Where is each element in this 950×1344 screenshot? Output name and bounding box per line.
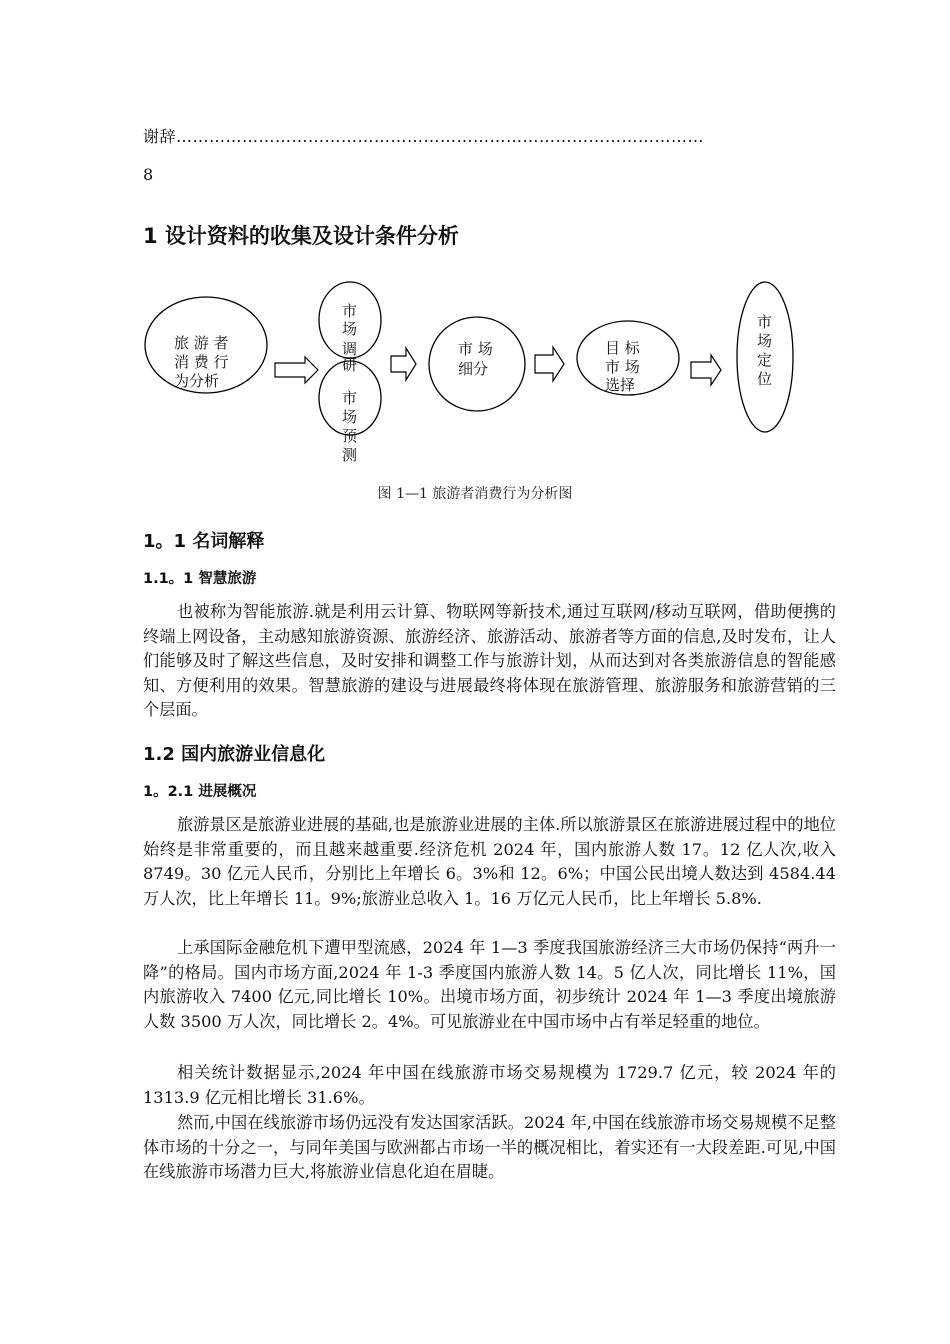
node-consumer-behavior-line3: 为分析 (174, 372, 220, 390)
node-market-forecast-c1: 市 (342, 389, 358, 407)
chapter-heading: 1 设计资料的收集及设计条件分析 (143, 224, 459, 248)
node-market-positioning-c4: 位 (757, 370, 773, 388)
node-market-research-c4: 研 (342, 356, 358, 374)
arrow-icon (391, 348, 416, 380)
arrow-icon (535, 347, 564, 381)
arrow-icon (275, 357, 318, 383)
section-heading-1-1: 1。1 名词解释 (143, 531, 265, 552)
node-market-segmentation-line1: 市 场 (458, 340, 493, 358)
node-target-market-line1: 目 标 (605, 339, 640, 357)
node-target-market-line2: 市 场 (605, 358, 640, 376)
paragraph-overview-4: 然而,中国在线旅游市场仍远没有发达国家活跃。2024 年,中国在线旅游市场交易规模不足整体市场的十分之一，与同年美国与欧洲都占市场一半的概况相比，着实还有一大段差距.可见,中国在线旅游市场潜力巨大,将旅游业信息化迫在眉睫。 (143, 1113, 836, 1182)
arrow-icon (691, 355, 721, 385)
paragraph-overview-3: 相关统计数据显示,2024 年中国在线旅游市场交易规模为 1729.7 亿元，较 2024 年的 1313.9 亿元相比增长 31.6%。 (143, 1063, 836, 1107)
toc-entry-acknowledgement: 谢辞…………………………………………………………………………………… (143, 127, 705, 146)
figure-caption: 图 1—1 旅游者消费行为分析图 (377, 486, 573, 502)
node-market-segmentation-line2: 细分 (458, 360, 489, 378)
node-market-positioning-c3: 定 (757, 351, 773, 369)
toc-page-number: 8 (143, 165, 154, 184)
node-target-market-line3: 选择 (605, 376, 636, 394)
paragraph-smart-tourism: 也被称为智能旅游.就是利用云计算、物联网等新技术,通过互联网/移动互联网，借助便携的终端上网设备，主动感知旅游资源、旅游经济、旅游活动、旅游者等方面的信息,及时发布，让人们能够及时了解这些信息，及时安排和调整工作与旅游计划，从而达到对各类旅游信息的智能感知、方便利用的效果。智慧旅游的建设与进展最终将体现在旅游管理、旅游服务和旅游营销的三个层面。 (143, 602, 836, 720)
node-market-research-c2: 场 (342, 320, 358, 338)
paragraph-overview-1: 旅游景区是旅游业进展的基础,也是旅游业进展的主体.所以旅游景区在旅游进展过程中的地位始终是非常重要的，而且越来越重要.经济危机 2024 年，国内旅游人数 17。12 亿人次,收入 8749。30 亿元人民币，分别比上年增长 6。3%和 12。6%；中国公民出境人数达到 4584.44 万人次，比上年增长 11。9%;旅游业总收入 1。16 万亿元人民币，比上年增长 5.8%. (143, 815, 836, 908)
subsection-heading-1-1-1: 1.1。1 智慧旅游 (143, 571, 257, 587)
subsection-heading-1-2-1: 1。2.1 进展概况 (143, 784, 257, 800)
node-consumer-behavior-line1: 旅 游 者 (174, 334, 229, 352)
node-market-positioning-c1: 市 (757, 313, 773, 331)
node-market-research-c3: 调 (342, 340, 358, 358)
section-heading-1-2: 1.2 国内旅游业信息化 (143, 744, 326, 765)
paragraph-overview-2: 上承国际金融危机下遭甲型流感，2024 年 1—3 季度我国旅游经济三大市场仍保持“两升一降”的格局。国内市场方面,2024 年 1-3 季度国内旅游人数 14。5 亿人次，同比增长 11%，国内旅游收入 7400 亿元,同比增长 10%。出境市场方面，初步统计 2024 年 1—3 季度出境旅游人数 3500 万人次，同比增长 2。4%。可见旅游业在中国市场中占有举足轻重的地位。 (143, 938, 836, 1031)
node-market-forecast-c2: 场 (342, 408, 358, 426)
node-market-forecast-c4: 测 (342, 446, 358, 464)
node-market-research-c1: 市 (342, 302, 358, 320)
node-market-positioning-c2: 场 (757, 332, 773, 350)
flow-diagram (140, 278, 820, 478)
node-consumer-behavior-line2: 消 费 行 (174, 353, 229, 371)
node-market-forecast-c3: 预 (342, 427, 358, 445)
